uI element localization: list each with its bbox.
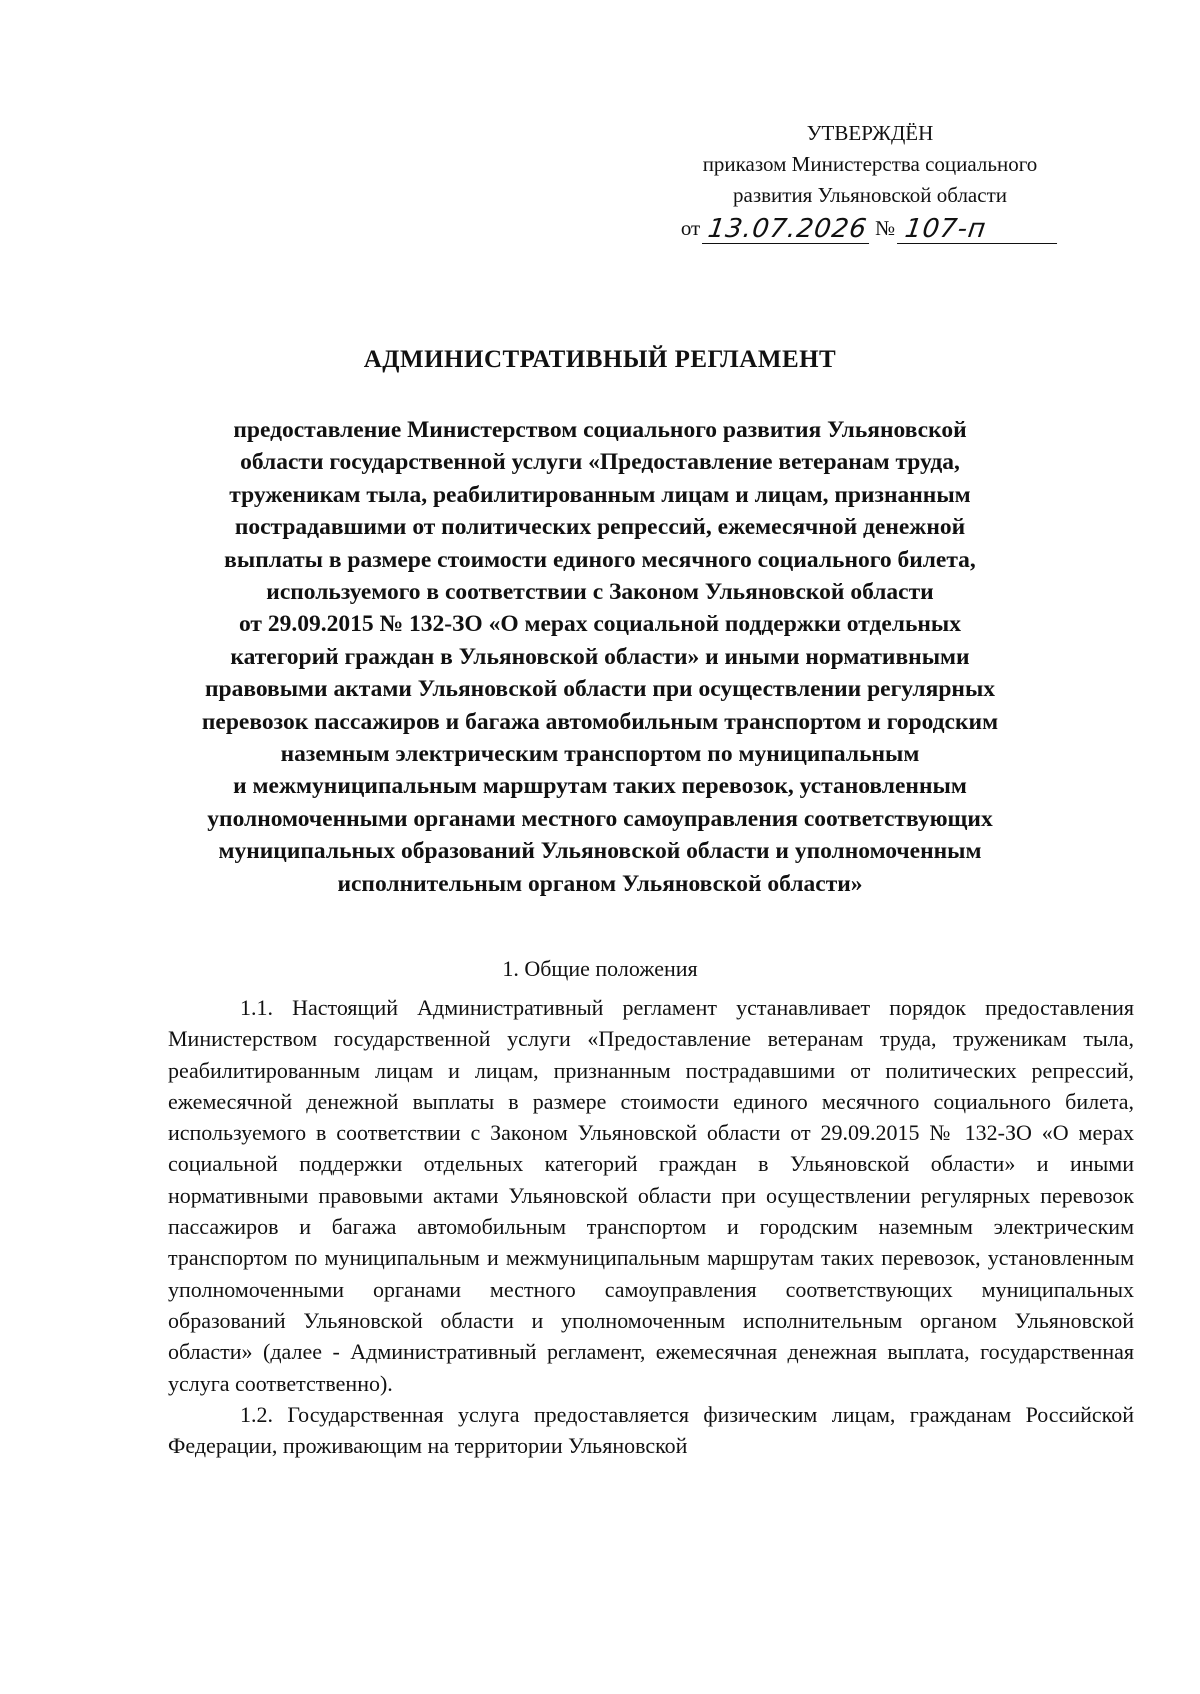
subtitle-line: области государственной услуги «Предоставление ветеранам труда,	[240, 449, 960, 476]
subtitle-line: муниципальных образований Ульяновской области и уполномоченным	[218, 838, 982, 865]
subtitle-line: от 29.09.2015 № 132-ЗО «О мерах социальной поддержки отдельных	[238, 611, 962, 638]
subtitle-line: предоставление Министерством социального развития Ульяновской	[233, 417, 967, 443]
handwritten-date: 13.07.2026	[702, 215, 873, 244]
approval-reference	[660, 213, 1080, 244]
subtitle-line: исполнительным органом Ульяновской области»	[337, 870, 863, 897]
section-body	[168, 992, 1134, 1461]
subtitle-line: пострадавшими от политических репрессий, ежемесячной денежной	[234, 514, 966, 541]
document-subtitle	[160, 414, 1040, 900]
paragraph-1-2: 1.2. Государственная услуга предоставляется физическим лицам, гражданам Российской Федерации, проживающим на территории Ульяновской	[168, 1401, 1134, 1459]
subtitle-line: правовыми актами Ульяновской области при осуществлении регулярных	[204, 676, 996, 703]
subtitle-line: выплаты в размере стоимости единого месячного социального билета,	[224, 546, 976, 573]
subtitle-line: перевозок пассажиров и багажа автомобильным транспортом и городским	[201, 708, 999, 735]
subtitle-line: уполномоченными органами местного самоуправления соответствующих	[207, 805, 993, 832]
approval-status: УТВЕРЖДЁН	[806, 121, 934, 145]
approval-line-1: приказом Министерства социального	[702, 152, 1038, 176]
from-label: от	[680, 216, 701, 240]
number-label: №	[875, 216, 896, 240]
approval-line-2: развития Ульяновской области	[733, 183, 1007, 207]
document-title: АДМИНИСТРАТИВНЫЙ РЕГЛАМЕНТ	[363, 346, 837, 373]
subtitle-line: категорий граждан в Ульяновской области» и иными нормативными	[230, 643, 970, 670]
subtitle-line: используемого в соответствии с Законом Ульяновской области	[266, 579, 934, 606]
paragraph-1-1: 1.1. Настоящий Административный регламент устанавливает порядок предоставления Министерством государственной услуги «Предоставление ветеранам труда, труженикам тыла, реабилитированным лицам и лицам, признанным пострадавшими от политических репрессий, ежемесячной денежной выплаты в размере стоимости единого месячного социального билета, используемого в соответствии с Законом Ульяновской области от 29.09.2015 № 132-ЗО «О мерах социальной поддержки отдельных категорий граждан в Ульяновской области» и иными нормативными правовыми актами Ульяновской области при осуществлении регулярных перевозок пассажиров и багажа автомобильным транспортом и городским наземным электрическим транспортом по муниципальным и межмуниципальным маршрутам таких перевозок, установленным уполномоченными органами местного самоуправления соответствующих муниципальных образований Ульяновской области и уполномоченным исполнительным органом Ульяновской области» (далее - Административный регламент, ежемесячная денежная выплата, государственная услуга соответственно).	[168, 995, 1134, 1396]
subtitle-line: наземным электрическим транспортом по муниципальным	[280, 741, 920, 768]
subtitle-line: и межмуниципальным маршрутам таких перевозок, установленным	[233, 773, 967, 800]
section-heading: 1. Общие положения	[502, 956, 698, 981]
handwritten-number: 107-п	[897, 215, 1061, 244]
approval-block	[660, 118, 1080, 244]
subtitle-line: труженикам тыла, реабилитированным лицам и лицам, признанным	[229, 481, 971, 508]
